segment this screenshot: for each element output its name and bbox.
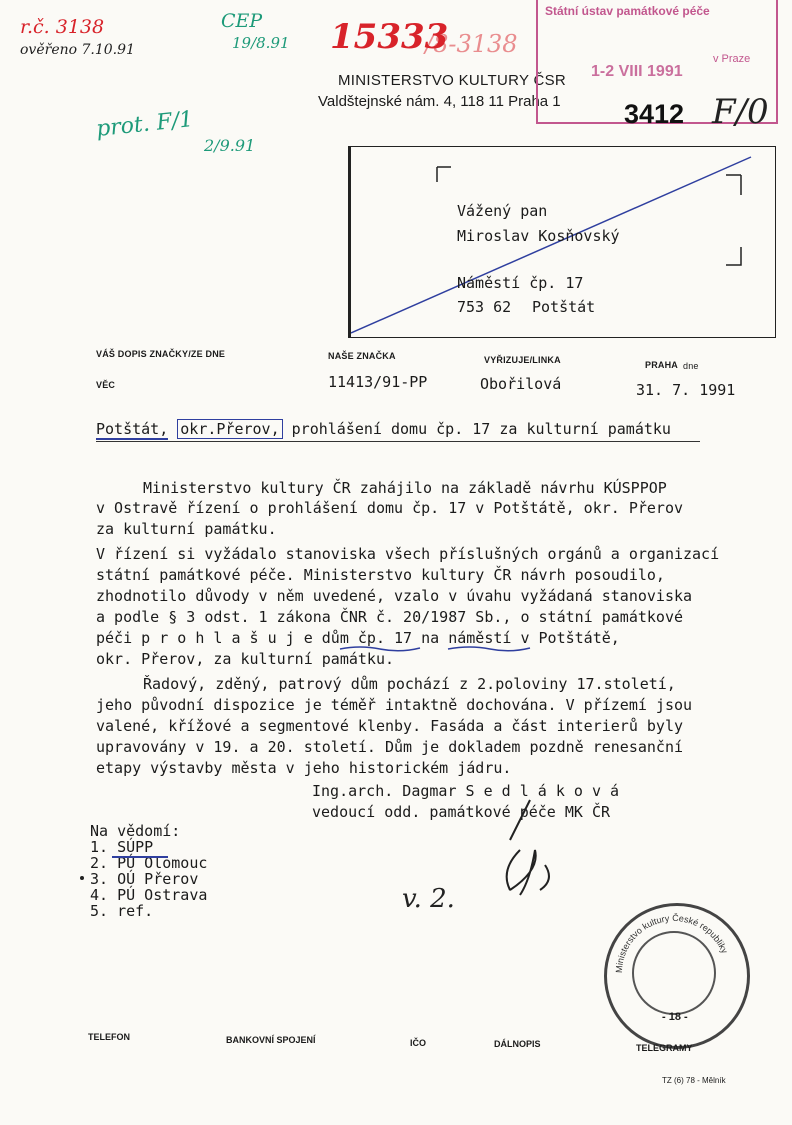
recipient-zip: 753 62 [457, 298, 512, 316]
big-registration-suffix: /8-3138 [425, 30, 518, 58]
seal-text: Ministerstvo kultury České republiky [613, 912, 730, 974]
footer-bank: BANKOVNÍ SPOJENÍ [226, 1035, 316, 1045]
subject-line [96, 420, 671, 438]
registration-note: ověřeno 7.10.91 [20, 42, 135, 58]
svg-text:Ministerstvo kultury České rep [614, 913, 730, 973]
cc-heading: Na vědomí: [90, 822, 181, 840]
footer-print-code: TZ (6) 78 - Mělník [662, 1076, 726, 1085]
signatory-name: Ing.arch. Dagmar S e d l á k o v á [312, 782, 620, 800]
signatory-title: vedoucí odd. památkové péče MK ČR [312, 803, 611, 821]
registration-number: r.č. 3138 [20, 16, 105, 38]
green-protocol-note: prot. F/1 [94, 106, 195, 143]
stamp-number: 3412 [624, 99, 685, 129]
cc-item: 1. SÚPP [90, 838, 154, 856]
body-line: etapy výstavby města v jeho historickém jádru. [96, 759, 512, 777]
body-line: péči p r o h l a š u j e dům čp. 17 na náměstí v Potštátě, [96, 629, 620, 647]
cc-underline [112, 856, 168, 858]
handled-by-label: VYŘIZUJE/LINKA [484, 355, 561, 365]
recipient-name: Miroslav Kosňovský [457, 227, 620, 245]
body-line: Ministerstvo kultury ČR zahájilo na základě návrhu KÚSPPOP [143, 479, 667, 497]
handwritten-initials: v. 2. [402, 884, 455, 914]
stamp-title: Státní ústav památkové péče [545, 4, 710, 18]
cc-item: 3. OÚ Přerov [90, 870, 199, 888]
cc-item: 4. PÚ Ostrava [90, 886, 208, 904]
handled-by-value: Obořilová [480, 375, 562, 393]
hand-underlines [0, 645, 792, 685]
our-reference-label: NAŠE ZNAČKA [328, 351, 396, 361]
recipient-salutation: Vážený pan [457, 202, 548, 220]
stamp-city: v Praze [713, 53, 751, 65]
recipient-street: Náměstí čp. 17 [457, 274, 584, 292]
footer-telex: DÁLNOPIS [494, 1039, 541, 1049]
cc-item: 5. ref. [90, 902, 154, 920]
our-reference-value: 11413/91-PP [328, 373, 428, 391]
body-line: Řadový, zděný, patrový dům pochází z 2.poloviny 17.století, [143, 675, 676, 693]
body-line: za kulturní památku. [96, 520, 277, 538]
cep-note: CEP [221, 10, 263, 32]
big-registration-number: 15333 [330, 17, 449, 57]
footer-phone: TELEFON [88, 1032, 130, 1042]
body-line: státní památkové péče. Ministerstvo kultury ČR návrh posoudilo, [96, 566, 665, 584]
place-day-label: dne [683, 361, 699, 371]
body-line: zhodnotilo důvody v něm uvedené, vzalo v úvahu vyžádaná stanoviska [96, 587, 693, 605]
recipient-city: Potštát [532, 298, 596, 316]
subject-label: VĚC [96, 380, 116, 390]
cep-date: 19/8.91 [232, 34, 290, 52]
footer-telegram: TELEGRAMY [636, 1043, 693, 1053]
body-line: a podle § 3 odst. 1 zákona ČNR č. 20/1987 Sb., o státní památkové [96, 608, 683, 626]
stamp-date: 1-2 VIII 1991 [591, 63, 683, 80]
handwritten-signature [480, 790, 680, 900]
ministry-name: MINISTERSTVO KULTURY ČSR [338, 72, 567, 89]
ministry-address: Valdštejnské nám. 4, 118 11 Praha 1 [318, 93, 561, 110]
green-protocol-date: 2/9.91 [204, 136, 256, 155]
seal-number: - 18 - [662, 1011, 688, 1023]
subject-place: Potštát, [96, 420, 169, 438]
cc-item: 2. PÚ Olomouc [90, 854, 208, 872]
footer-ico: IČO [410, 1038, 427, 1048]
your-letter-label: VÁŠ DOPIS ZNAČKY/ZE DNE [96, 349, 226, 359]
body-line: okr. Přerov, za kulturní památku. [96, 650, 395, 668]
cc-bullet-dot [80, 876, 84, 880]
letter-date: 31. 7. 1991 [636, 381, 736, 399]
place-label: PRAHA [645, 360, 679, 370]
subject-text: prohlášení domu čp. 17 za kulturní památku [291, 420, 671, 438]
stamp-fraction: F/0 [712, 92, 769, 132]
subject-underline [96, 441, 700, 442]
body-line: upravovány v 19. a 20. století. Dům je dokladem pozdně renesanční [96, 738, 683, 756]
body-line: V řízení si vyžádalo stanoviska všech příslušných orgánů a organizací [96, 545, 720, 563]
subject-district: okr.Přerov, [177, 419, 282, 439]
body-line: valené, křížové a segmentové klenby. Fasáda a část interierů byly [96, 717, 683, 735]
body-line: jeho původní dispozice je téměř intaktně dochována. V přízemí jsou [96, 696, 693, 714]
body-line: v Ostravě řízení o prohlášení domu čp. 17 v Potštátě, okr. Přerov [96, 499, 683, 517]
